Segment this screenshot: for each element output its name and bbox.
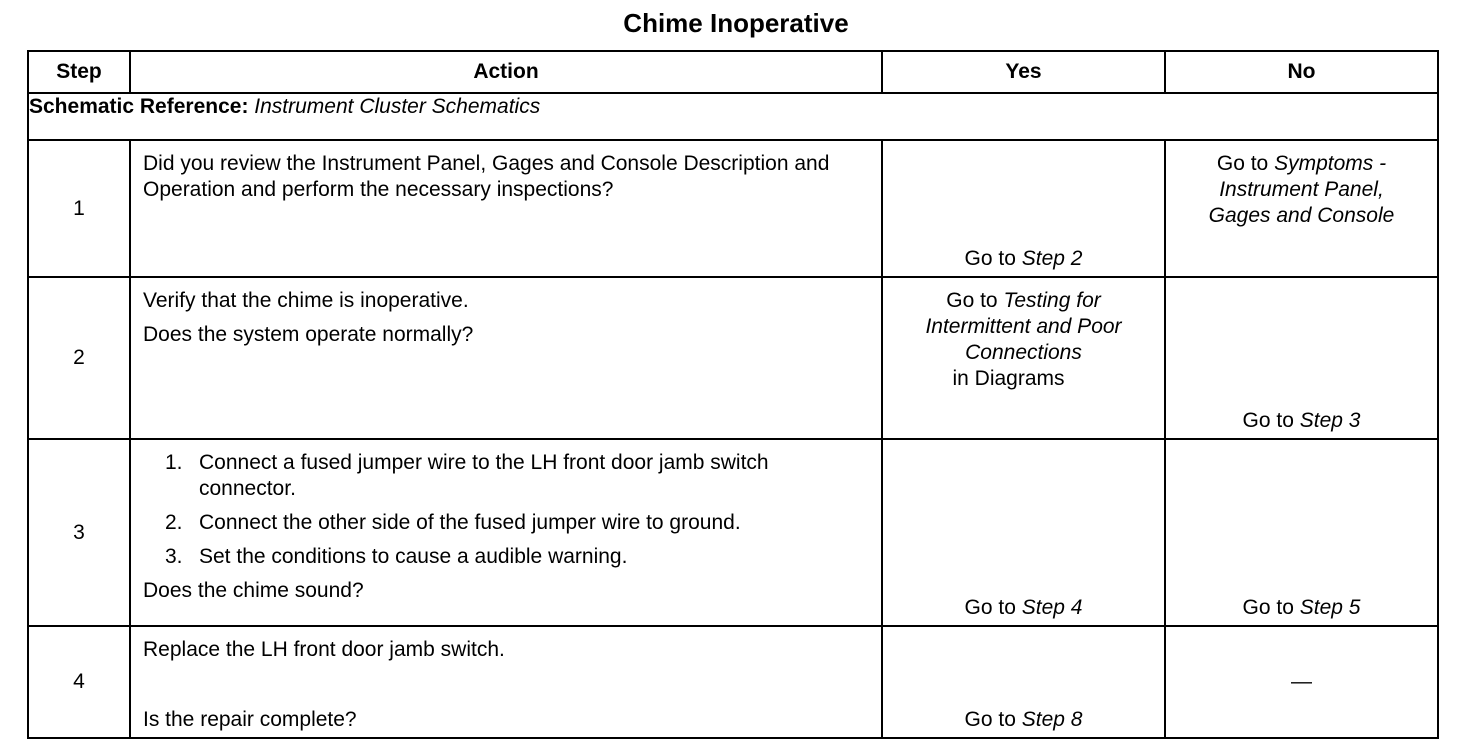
schematic-reference-row: [28, 93, 1438, 140]
step-number: 2: [28, 277, 130, 439]
table-row: [28, 140, 1438, 277]
list-item: [165, 544, 871, 570]
no-link: Step 3: [1299, 409, 1361, 432]
list-text: Connect a fused jumper wire to the LH front door jamb switch connector.: [199, 451, 769, 500]
yes-link: Step 2: [1021, 247, 1083, 270]
list-item: [165, 510, 871, 536]
no-prefix: Go to: [1242, 596, 1294, 619]
yes-result: [882, 439, 1165, 626]
action-line: Verify that the chime is inoperative.: [143, 289, 469, 312]
no-prefix: Go to: [1216, 152, 1269, 175]
action-list: [143, 450, 871, 570]
action-text: [130, 626, 882, 738]
list-text: Connect the other side of the fused jumper wire to ground.: [199, 511, 741, 534]
yes-link: Testing for Intermittent and Poor Connections: [925, 289, 1122, 364]
schematic-label: Schematic Reference:: [29, 95, 249, 118]
action-question: Does the system operate normally?: [143, 323, 474, 346]
table-row: [28, 439, 1438, 626]
schematic-link: Instrument Cluster Schematics: [254, 95, 541, 118]
table-row: [28, 626, 1438, 738]
step-number: 3: [28, 439, 130, 626]
yes-result: [882, 626, 1165, 738]
yes-prefix: Go to: [964, 247, 1016, 270]
yes-suffix: in Diagrams: [952, 367, 1065, 390]
yes-result: [882, 140, 1165, 277]
diagnostic-table: [27, 50, 1439, 739]
list-item: [165, 450, 871, 502]
step-number: 1: [28, 140, 130, 277]
no-result: [1165, 277, 1438, 439]
action-line: Replace the LH front door jamb switch.: [143, 638, 505, 661]
yes-result: [882, 277, 1165, 439]
step-number: 4: [28, 626, 130, 738]
action-text: Did you review the Instrument Panel, Gages and Console Description and Operation and perform the necessary inspections?: [130, 140, 882, 277]
action-question: Is the repair complete?: [143, 708, 357, 731]
list-text: Set the conditions to cause a audible warning.: [199, 545, 628, 568]
header-yes: Yes: [882, 51, 1165, 93]
list-number: 3.: [165, 545, 183, 568]
action-text: [130, 439, 882, 626]
no-result: —: [1165, 626, 1438, 738]
yes-prefix: Go to: [964, 708, 1016, 731]
yes-prefix: Go to: [964, 596, 1016, 619]
yes-link: Step 8: [1021, 708, 1083, 731]
table-header-row: [28, 51, 1438, 93]
no-link: Step 5: [1299, 596, 1361, 619]
yes-prefix: Go to: [946, 289, 998, 312]
yes-link: Step 4: [1021, 596, 1083, 619]
page-title: Chime Inoperative: [623, 8, 849, 38]
table-row: [28, 277, 1438, 439]
no-prefix: Go to: [1242, 409, 1294, 432]
list-number: 1.: [165, 451, 183, 474]
schematic-reference: [28, 93, 1438, 140]
action-text: [130, 277, 882, 439]
no-result: [1165, 439, 1438, 626]
no-result: [1165, 140, 1438, 277]
header-action: Action: [130, 51, 882, 93]
list-number: 2.: [165, 511, 183, 534]
action-question: Does the chime sound?: [143, 579, 364, 602]
header-step: Step: [28, 51, 130, 93]
header-no: No: [1165, 51, 1438, 93]
no-link: Symptoms - Instrument Panel, Gages and Console: [1208, 152, 1395, 227]
